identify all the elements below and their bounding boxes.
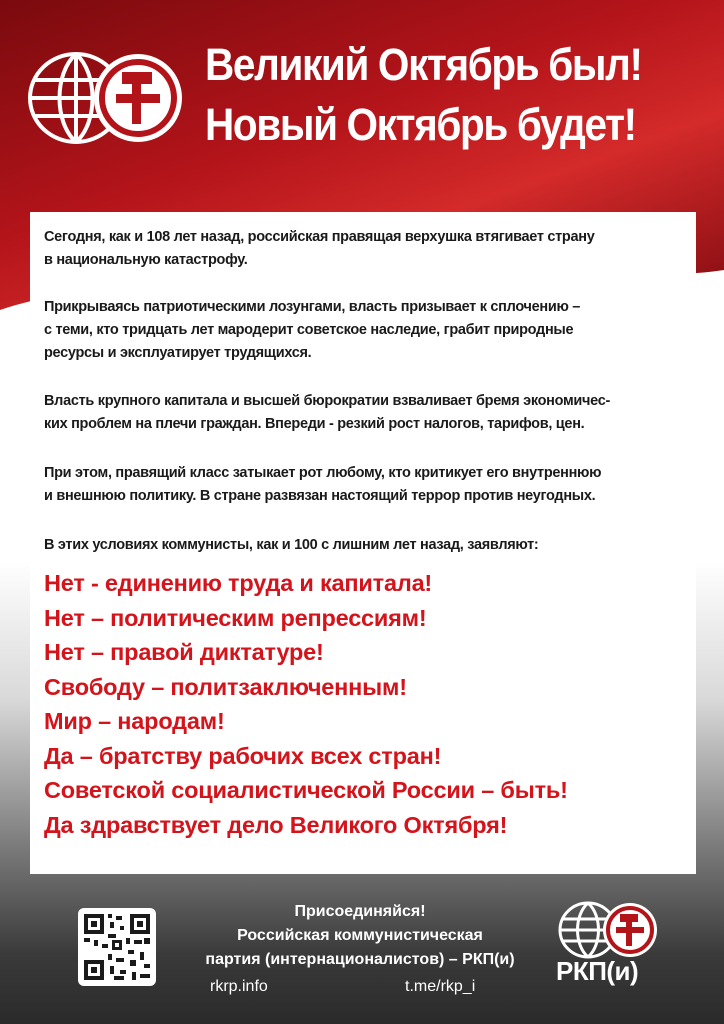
footer-party-name-2: партия (интернационалистов) – РКП(и) — [205, 951, 515, 968]
paragraph-line: В этих условиях коммунисты, как и 100 с лишним лет назад, заявляют: — [44, 537, 539, 553]
slogan: Советской социалистической России – быть! — [44, 777, 568, 803]
slogan-list — [44, 566, 694, 842]
paragraph-line: Сегодня, как и 108 лет назад, российская правящая верхушка втягивает страну — [44, 229, 595, 245]
party-logo-small-icon — [556, 900, 666, 960]
slogan: Мир – народам! — [44, 708, 225, 734]
paragraph-line: Власть крупного капитала и высшей бюрократии взваливает бремя экономичес- — [44, 393, 611, 409]
paragraph-line: ких проблем на плечи граждан. Впереди - резкий рост налогов, тарифов, цен. — [44, 416, 585, 432]
paragraph-5 — [44, 534, 684, 557]
paragraph-line: Прикрываясь патриотическими лозунгами, власть призывает к сплочению – — [44, 299, 581, 315]
slogan: Свободу – политзаключенным! — [44, 673, 407, 700]
telegram-link[interactable]: t.me/rkp_i — [405, 978, 476, 995]
paragraph-2 — [44, 296, 684, 365]
footer-party-name-1: Российская коммунистическая — [237, 927, 483, 944]
website-link[interactable]: rkrp.info — [210, 978, 268, 995]
paragraph-line: с теми, кто тридцать лет мародерит советское наследие, грабит природные — [44, 322, 574, 338]
paragraph-line: и внешнюю политику. В стране развязан настоящий террор против неугодных. — [44, 488, 596, 504]
slogan: Нет – правой диктатуре! — [44, 639, 324, 665]
paragraph-3 — [44, 390, 684, 436]
paragraph-line: При этом, правящий класс затыкает рот любому, кто критикует его внутреннюю — [44, 465, 602, 481]
paragraph-line: в национальную катастрофу. — [44, 252, 248, 268]
paragraph-line: ресурсы и эксплуатирует трудящихся. — [44, 345, 312, 361]
slogan: Да – братству рабочих всех стран! — [44, 742, 442, 769]
party-logo-icon — [26, 48, 186, 148]
footer-call-to-action — [190, 900, 530, 972]
headline-line-1: Великий Октябрь был! — [205, 39, 642, 90]
paragraph-1 — [44, 226, 684, 272]
headline-line-2: Новый Октябрь будет! — [205, 99, 636, 150]
slogan: Да здравствует дело Великого Октября! — [44, 811, 508, 838]
qr-code-icon[interactable] — [78, 908, 156, 986]
footer-join: Присоединяйся! — [294, 903, 426, 920]
slogan: Нет - единению труда и капитала! — [44, 570, 433, 596]
headline — [205, 35, 664, 155]
paragraph-4 — [44, 462, 684, 508]
party-abbreviation: РКП(и) — [556, 956, 639, 986]
slogan: Нет – политическим репрессиям! — [44, 604, 427, 631]
